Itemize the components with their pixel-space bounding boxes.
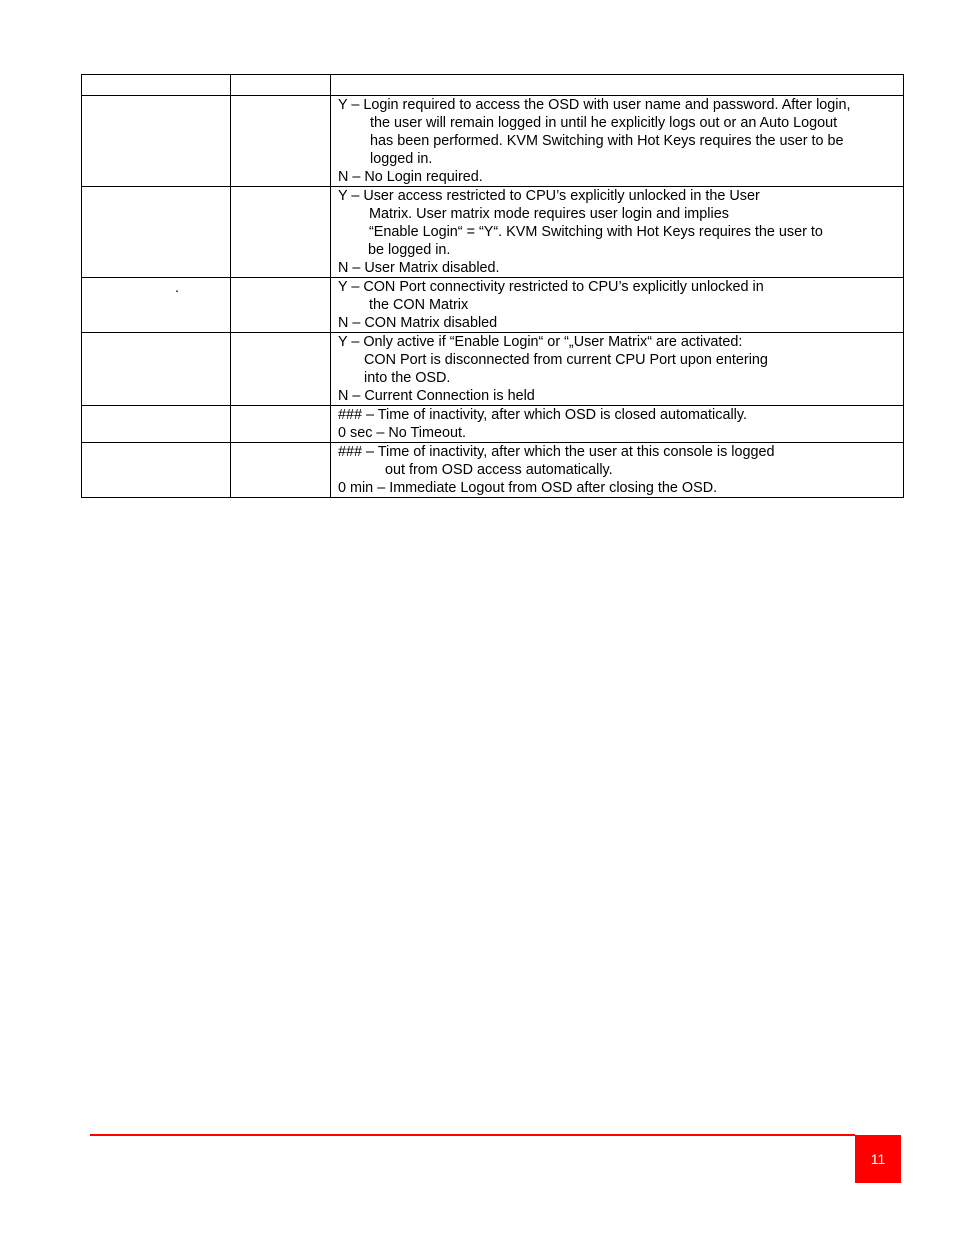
description-line: Y – Only active if “Enable Login“ or “„User Matrix“ are activated: bbox=[338, 334, 743, 350]
description-line: “Enable Login“ = “Y“. KVM Switching with Hot Keys requires the user to bbox=[369, 224, 823, 240]
row-description-cell bbox=[331, 278, 904, 333]
description-line: 0 min – Immediate Logout from OSD after closing the OSD. bbox=[338, 480, 718, 496]
table-row-auto-logout bbox=[82, 443, 904, 498]
table-header-row bbox=[82, 75, 904, 96]
page-number: 11 bbox=[870, 1151, 886, 1167]
table-row-osd-timeout bbox=[82, 406, 904, 443]
header-cell-1 bbox=[82, 75, 231, 96]
row-description-cell bbox=[331, 96, 904, 187]
table-row-user-matrix bbox=[82, 187, 904, 278]
description-line: the user will remain logged in until he explicitly logs out or an Auto Logout bbox=[370, 115, 838, 131]
row-default-cell bbox=[231, 406, 331, 443]
settings-table bbox=[81, 74, 904, 498]
row-default-cell bbox=[231, 333, 331, 406]
description-line: Y – CON Port connectivity restricted to CPU’s explicitly unlocked in bbox=[338, 279, 764, 295]
description-line: ### – Time of inactivity, after which OSD is closed automatically. bbox=[338, 407, 747, 423]
description-line: into the OSD. bbox=[364, 370, 451, 386]
row-label-cell bbox=[82, 187, 231, 278]
table-row-enable-login bbox=[82, 96, 904, 187]
description-line: CON Port is disconnected from current CPU Port upon entering bbox=[364, 352, 768, 368]
row-label-cell bbox=[82, 278, 231, 333]
description-line: be logged in. bbox=[368, 242, 451, 258]
description-line: Matrix. User matrix mode requires user login and implies bbox=[369, 206, 729, 222]
table-row-con-matrix bbox=[82, 278, 904, 333]
description-line: N – User Matrix disabled. bbox=[338, 260, 500, 276]
row-description-cell bbox=[331, 406, 904, 443]
description-line: the CON Matrix bbox=[369, 297, 469, 313]
description-line: Y – Login required to access the OSD with user name and password. After login, bbox=[338, 97, 851, 113]
row-default-cell bbox=[231, 443, 331, 498]
description-line: N – No Login required. bbox=[338, 169, 483, 185]
footer-rule bbox=[90, 1134, 855, 1136]
row-default-cell bbox=[231, 187, 331, 278]
row-description-cell bbox=[331, 333, 904, 406]
description-line: logged in. bbox=[370, 151, 433, 167]
description-line: N – CON Matrix disabled bbox=[338, 315, 498, 331]
description-line: Y – User access restricted to CPU’s explicitly unlocked in the User bbox=[338, 188, 760, 204]
description-line: ### – Time of inactivity, after which the user at this console is logged bbox=[338, 444, 775, 460]
row-description-cell bbox=[331, 443, 904, 498]
page-number-badge bbox=[855, 1135, 901, 1183]
header-cell-2 bbox=[231, 75, 331, 96]
row-default-cell bbox=[231, 96, 331, 187]
description-line: N – Current Connection is held bbox=[338, 388, 535, 404]
table-row-osd-disconnect bbox=[82, 333, 904, 406]
row-label-cell bbox=[82, 96, 231, 187]
description-line: has been performed. KVM Switching with Hot Keys requires the user to be bbox=[370, 133, 844, 149]
row-label-cell bbox=[82, 333, 231, 406]
header-cell-3 bbox=[331, 75, 904, 96]
description-line: out from OSD access automatically. bbox=[385, 462, 613, 478]
row-label-cell bbox=[82, 443, 231, 498]
description-line: 0 sec – No Timeout. bbox=[338, 425, 466, 441]
row-description-cell bbox=[331, 187, 904, 278]
row-label-cell bbox=[82, 406, 231, 443]
stray-dot: . bbox=[175, 280, 179, 296]
row-default-cell bbox=[231, 278, 331, 333]
